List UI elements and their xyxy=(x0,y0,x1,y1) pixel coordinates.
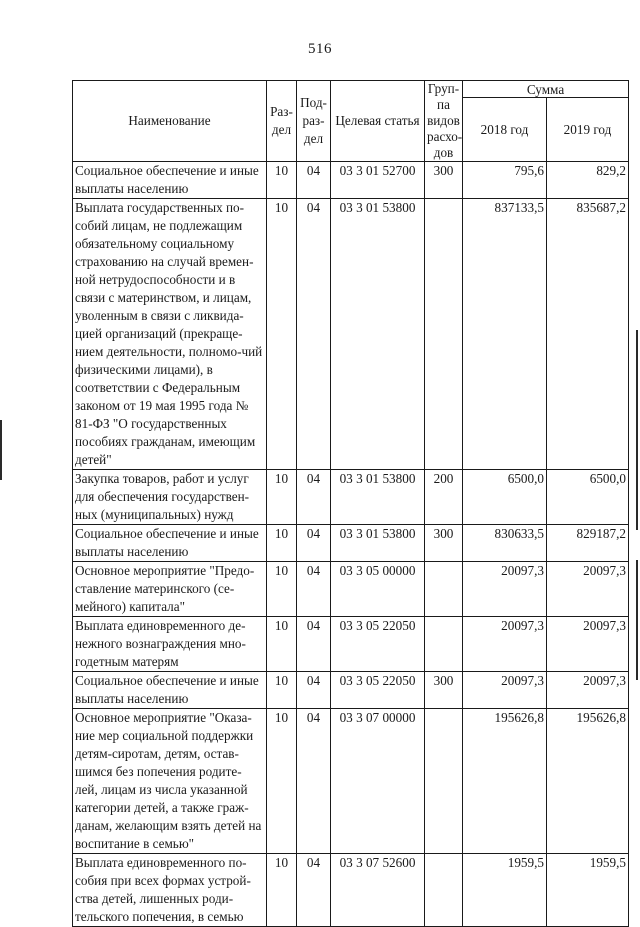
row-group xyxy=(425,854,463,927)
scan-margin-mark xyxy=(0,420,2,480)
row-group xyxy=(425,199,463,470)
table-row xyxy=(73,525,629,562)
scan-margin-mark xyxy=(636,560,638,680)
row-2019: 20097,3 xyxy=(547,672,629,709)
row-2019: 1959,5 xyxy=(547,854,629,927)
header-name: Наименование xyxy=(73,81,267,162)
row-name: Основное мероприятие "Оказа-ние мер социальной поддержки детям-сиротам, детям, остав-шимся без попечения родите-лей, лицам из числа указанной категории детей, а также граж-данам, желающим взять детей на воспитание в семью" xyxy=(73,709,267,854)
scan-margin-mark xyxy=(636,330,638,530)
row-section: 10 xyxy=(267,470,297,525)
row-subsection: 04 xyxy=(297,162,331,199)
row-subsection: 04 xyxy=(297,617,331,672)
row-name: Выплата государственных по-собий лицам, не подлежащим обязательному социальному страхованию на случай времен-ной нетрудоспособности и в связи с материнством, и лицам, уволенным в связи с ликвида-цией организаций (прекраще-нием деятельности, полномо-чий физическими лицами), в соответствии с Федеральным законом от 19 мая 1995 года № 81-ФЗ "О государственных пособиях гражданам, имеющим детей" xyxy=(73,199,267,470)
row-name: Выплата единовременного по-собия при всех формах устрой-ства детей, лишенных роди-тельского попечения, в семью xyxy=(73,854,267,927)
row-2019: 6500,0 xyxy=(547,470,629,525)
row-subsection: 04 xyxy=(297,562,331,617)
row-2019: 20097,3 xyxy=(547,617,629,672)
row-group xyxy=(425,617,463,672)
row-2018: 20097,3 xyxy=(463,672,547,709)
row-group: 300 xyxy=(425,525,463,562)
row-subsection: 04 xyxy=(297,525,331,562)
row-section: 10 xyxy=(267,562,297,617)
table-row xyxy=(73,854,629,927)
row-subsection: 04 xyxy=(297,470,331,525)
row-target: 03 3 07 52600 xyxy=(331,854,425,927)
row-group xyxy=(425,709,463,854)
table-row xyxy=(73,162,629,199)
row-section: 10 xyxy=(267,709,297,854)
table-row xyxy=(73,672,629,709)
row-name: Основное мероприятие "Предо-ставление материнского (се-мейного) капитала" xyxy=(73,562,267,617)
row-2018: 795,6 xyxy=(463,162,547,199)
row-2019: 829187,2 xyxy=(547,525,629,562)
row-target: 03 3 01 53800 xyxy=(331,525,425,562)
table-row xyxy=(73,199,629,470)
row-group: 300 xyxy=(425,162,463,199)
header-target: Целевая статья xyxy=(331,81,425,162)
row-name: Социальное обеспечение и иные выплаты населению xyxy=(73,672,267,709)
row-group: 300 xyxy=(425,672,463,709)
row-target: 03 3 01 53800 xyxy=(331,199,425,470)
row-2019: 829,2 xyxy=(547,162,629,199)
table-header xyxy=(73,81,629,162)
header-subsection: Под-раз-дел xyxy=(297,81,331,162)
row-section: 10 xyxy=(267,162,297,199)
row-2018: 830633,5 xyxy=(463,525,547,562)
row-section: 10 xyxy=(267,199,297,470)
row-2018: 1959,5 xyxy=(463,854,547,927)
row-section: 10 xyxy=(267,854,297,927)
row-name: Выплата единовременного де-нежного вознаграждения мно-годетным матерям xyxy=(73,617,267,672)
row-subsection: 04 xyxy=(297,672,331,709)
row-target: 03 3 01 52700 xyxy=(331,162,425,199)
row-section: 10 xyxy=(267,672,297,709)
header-section: Раз-дел xyxy=(267,81,297,162)
row-2018: 20097,3 xyxy=(463,617,547,672)
row-section: 10 xyxy=(267,525,297,562)
table-row xyxy=(73,709,629,854)
row-target: 03 3 05 00000 xyxy=(331,562,425,617)
row-2018: 837133,5 xyxy=(463,199,547,470)
row-section: 10 xyxy=(267,617,297,672)
table-row xyxy=(73,470,629,525)
row-name: Социальное обеспечение и иные выплаты населению xyxy=(73,162,267,199)
table-row xyxy=(73,562,629,617)
row-name: Закупка товаров, работ и услуг для обеспечения государствен-ных (муниципальных) нужд xyxy=(73,470,267,525)
row-name: Социальное обеспечение и иные выплаты населению xyxy=(73,525,267,562)
row-target: 03 3 05 22050 xyxy=(331,672,425,709)
row-group xyxy=(425,562,463,617)
header-year-2019: 2019 год xyxy=(547,98,629,162)
row-target: 03 3 01 53800 xyxy=(331,470,425,525)
page-number: 516 xyxy=(308,41,332,57)
budget-table xyxy=(72,80,629,927)
table-row xyxy=(73,617,629,672)
row-target: 03 3 05 22050 xyxy=(331,617,425,672)
header-sum: Сумма xyxy=(463,81,629,98)
header-expense-group: Груп-па видов расхо-дов xyxy=(425,81,463,162)
row-subsection: 04 xyxy=(297,854,331,927)
header-year-2018: 2018 год xyxy=(463,98,547,162)
table-body xyxy=(73,162,629,927)
row-2018: 195626,8 xyxy=(463,709,547,854)
row-target: 03 3 07 00000 xyxy=(331,709,425,854)
row-2019: 195626,8 xyxy=(547,709,629,854)
row-2018: 20097,3 xyxy=(463,562,547,617)
row-2019: 20097,3 xyxy=(547,562,629,617)
row-2019: 835687,2 xyxy=(547,199,629,470)
row-group: 200 xyxy=(425,470,463,525)
row-subsection: 04 xyxy=(297,709,331,854)
row-2018: 6500,0 xyxy=(463,470,547,525)
row-subsection: 04 xyxy=(297,199,331,470)
